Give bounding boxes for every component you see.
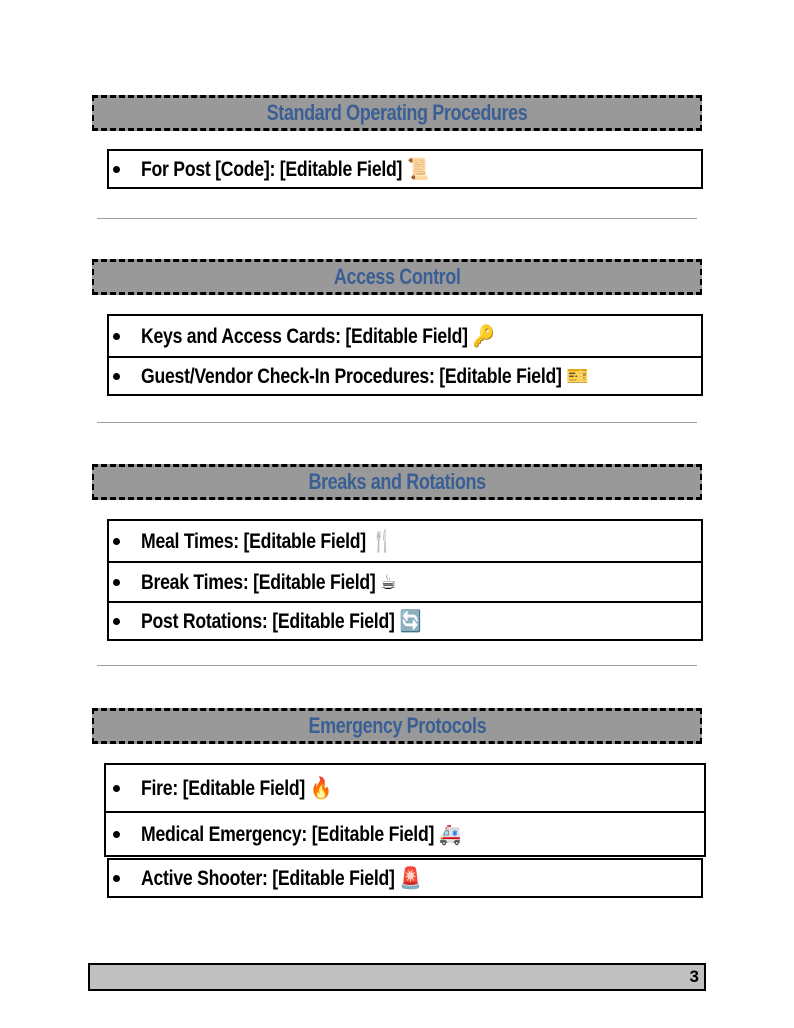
key-icon: 🔑 bbox=[472, 323, 495, 348]
section-divider bbox=[97, 422, 697, 423]
section-divider bbox=[97, 665, 697, 666]
section-header-breaks-rotations bbox=[92, 464, 702, 500]
list-item bbox=[109, 860, 701, 896]
section-divider bbox=[97, 218, 697, 219]
bullet-icon bbox=[113, 618, 120, 625]
rotate-arrows-icon: 🔄 bbox=[399, 608, 422, 633]
list-item bbox=[109, 356, 701, 394]
list-item bbox=[109, 316, 701, 356]
siren-icon: 🚨 bbox=[399, 865, 422, 890]
item-label[interactable]: Post Rotations: [Editable Field] bbox=[141, 609, 395, 633]
item-label[interactable]: Active Shooter: [Editable Field] bbox=[141, 866, 395, 890]
bullet-icon bbox=[113, 579, 120, 586]
sop-items-box bbox=[107, 149, 703, 189]
section-title: Emergency Protocols bbox=[308, 713, 486, 738]
item-label[interactable]: Medical Emergency: [Editable Field] bbox=[141, 822, 435, 846]
fork-knife-icon: 🍴 bbox=[370, 528, 393, 553]
item-label[interactable]: For Post [Code]: [Editable Field] bbox=[141, 157, 403, 181]
item-label[interactable]: Keys and Access Cards: [Editable Field] bbox=[141, 324, 468, 348]
list-item bbox=[109, 561, 701, 601]
section-header-emergency-protocols bbox=[92, 708, 702, 744]
list-item bbox=[109, 521, 701, 561]
bullet-icon bbox=[113, 538, 120, 545]
page-number: 3 bbox=[689, 967, 699, 986]
section-title: Breaks and Rotations bbox=[308, 469, 486, 494]
item-label[interactable]: Break Times: [Editable Field] bbox=[141, 570, 376, 594]
breaks-rotations-items-box bbox=[107, 519, 703, 641]
item-label[interactable]: Fire: [Editable Field] bbox=[141, 776, 306, 800]
emergency-items-box-extra bbox=[107, 858, 703, 898]
section-header-sop bbox=[92, 95, 702, 131]
item-label[interactable]: Guest/Vendor Check-In Procedures: [Editable Field] bbox=[141, 364, 562, 388]
section-title: Access Control bbox=[333, 264, 461, 289]
bullet-icon bbox=[113, 166, 120, 173]
ambulance-icon: 🚑 bbox=[439, 821, 461, 846]
list-item bbox=[106, 765, 704, 811]
bullet-icon bbox=[113, 373, 120, 380]
emergency-items-box bbox=[104, 763, 706, 857]
access-control-items-box bbox=[107, 314, 703, 396]
coffee-icon: ☕ bbox=[380, 569, 397, 594]
scroll-icon: 📜 bbox=[407, 156, 429, 181]
section-header-access-control bbox=[92, 259, 702, 295]
list-item bbox=[109, 151, 701, 187]
bullet-icon bbox=[113, 785, 120, 792]
fire-icon: 🔥 bbox=[310, 775, 332, 800]
list-item bbox=[106, 811, 704, 855]
page-footer bbox=[88, 963, 706, 991]
bullet-icon bbox=[113, 831, 120, 838]
section-title: Standard Operating Procedures bbox=[266, 100, 528, 125]
ticket-icon: 🎫 bbox=[566, 363, 589, 388]
bullet-icon bbox=[113, 333, 120, 340]
bullet-icon bbox=[113, 875, 120, 882]
list-item bbox=[109, 601, 701, 639]
item-label[interactable]: Meal Times: [Editable Field] bbox=[141, 529, 366, 553]
